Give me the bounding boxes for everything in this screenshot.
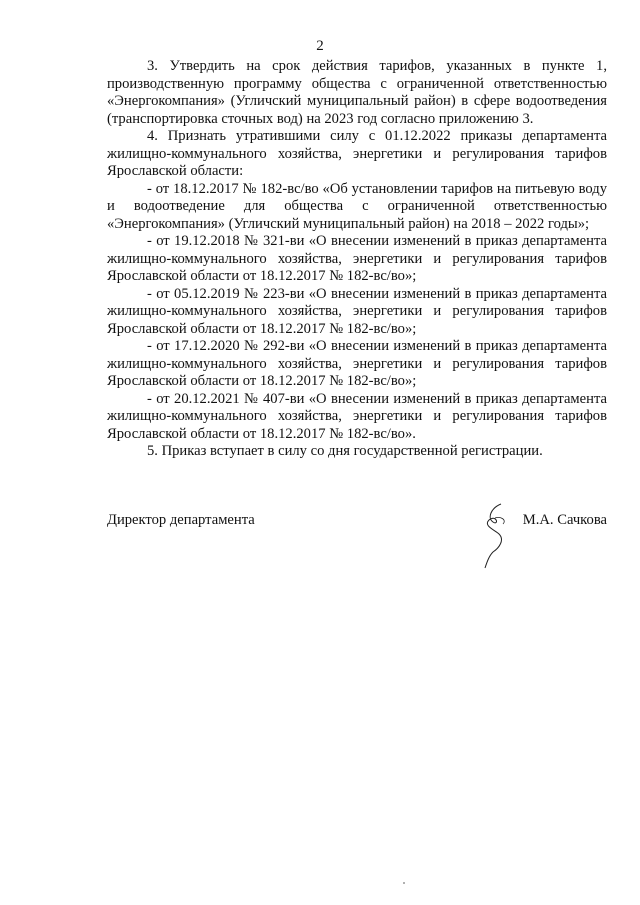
scan-speck [403,882,405,884]
signatory-title: Директор департамента [107,512,255,528]
signatory-name: М.А. Сачкова [522,512,607,528]
handwritten-signature [479,500,519,570]
document-body [107,58,607,461]
list-item: - от 05.12.2019 № 223-ви «О внесении изменений в приказ департамента жилищно-коммунального хозяйства, энергетики и регулирования тарифов Ярославской области от 18.12.2017 № 182-вс/во»; [107,285,607,337]
list-item: - от 17.12.2020 № 292-ви «О внесении изменений в приказ департамента жилищно-коммунального хозяйства, энергетики и регулирования тарифов Ярославской области от 18.12.2017 № 182-вс/во»; [107,338,607,389]
paragraph-5: 5. Приказ вступает в силу со дня государственной регистрации. [147,443,543,459]
list-item: - от 18.12.2017 № 182-вс/во «Об установлении тарифов на питьевую воду и водоотведение для общества с ограниченной ответственностью «Энергокомпания» (Угличский муниципальный район) на 2018 – 2022 годы»; [107,180,607,232]
signature-block [107,512,607,582]
paragraph-3: 3. Утвердить на срок действия тарифов, указанных в пункте 1, производственную программу общества с ограниченной ответственностью «Энергокомпания» (Угличский муниципальный район) в сфере водоотведения (транспортировка сточных вод) на 2023 год согласно приложению 3. [107,58,607,127]
list-item: - от 20.12.2021 № 407-ви «О внесении изменений в приказ департамента жилищно-коммунального хозяйства, энергетики и регулирования тарифов Ярославской области от 18.12.2017 № 182-вс/во». [107,390,607,442]
page-number: 2 [316,38,324,54]
list-item: - от 19.12.2018 № 321-ви «О внесении изменений в приказ департамента жилищно-коммунального хозяйства, энергетики и регулирования тарифов Ярославской области от 18.12.2017 № 182-вс/во»; [107,233,607,284]
paragraph-4: 4. Признать утратившими силу с 01.12.2022 приказы департамента жилищно-коммунального хозяйства, энергетики и регулирования тарифов Ярославской области: [107,128,607,179]
